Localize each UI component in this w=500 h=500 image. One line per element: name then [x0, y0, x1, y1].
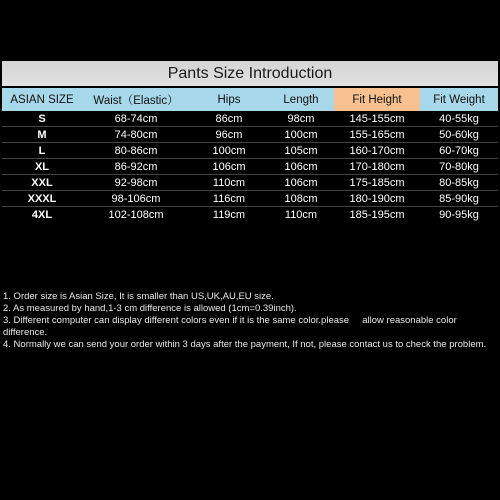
table-cell: 100cm	[284, 128, 318, 141]
size-label: XL	[34, 160, 50, 173]
table-body	[2, 111, 498, 222]
table-cell: 110cm	[284, 208, 318, 221]
table-cell: 86cm	[215, 112, 243, 125]
note-item: 1. Order size is Asian Size, It is smaller than US,UK,AU,EU size.	[3, 291, 274, 302]
column-header: Fit Weight	[420, 88, 498, 111]
size-label: 4XL	[31, 208, 53, 221]
chart-title: Pants Size Introduction	[2, 61, 498, 86]
note-item: 2. As measured by hand,1-3 cm difference is allowed (1cm=0.39inch).	[3, 303, 297, 314]
table-cell: 102-108cm	[108, 208, 164, 221]
table-cell: 74-80cm	[114, 128, 158, 141]
size-label: XXL	[31, 176, 53, 189]
table-header-row	[2, 88, 498, 111]
table-row	[2, 207, 498, 223]
table-cell: 106cm	[284, 160, 318, 173]
table-row	[2, 191, 498, 207]
table-row	[2, 143, 498, 159]
size-chart	[0, 61, 500, 222]
table-cell: 175-185cm	[349, 176, 405, 189]
table-cell: 106cm	[212, 160, 246, 173]
table-cell: 86-92cm	[114, 160, 158, 173]
size-label: M	[37, 128, 47, 141]
table-cell: 185-195cm	[349, 208, 405, 221]
table-cell: 96cm	[215, 128, 243, 141]
size-table	[2, 88, 498, 222]
table-cell: 60-70kg	[439, 144, 479, 157]
table-cell: 180-190cm	[349, 192, 405, 205]
table-row	[2, 175, 498, 191]
table-cell: 98cm	[287, 112, 315, 125]
table-cell: 160-170cm	[349, 144, 405, 157]
note-item: 4. Normally we can send your order within 3 days after the payment, If not, please contact us to check the problem.	[3, 339, 487, 350]
table-cell: 80-85kg	[439, 176, 479, 189]
table-cell: 100cm	[212, 144, 246, 157]
table-cell: 98-106cm	[111, 192, 161, 205]
table-row	[2, 111, 498, 127]
note-item: 3. Different computer can display different colors even if it is the same color.please allow reasonable color difference.	[3, 315, 457, 338]
column-header: ASIAN SIZE	[2, 88, 82, 111]
table-cell: 85-90kg	[439, 192, 479, 205]
column-header: Waist（Elastic）	[82, 88, 190, 111]
table-cell: 155-165cm	[349, 128, 405, 141]
table-cell: 68-74cm	[114, 112, 158, 125]
table-cell: 145-155cm	[349, 112, 405, 125]
table-cell: 70-80kg	[439, 160, 479, 173]
column-header: Length	[268, 88, 334, 111]
size-notes	[3, 291, 495, 351]
table-cell: 119cm	[212, 208, 246, 221]
size-label: XXXL	[27, 192, 57, 205]
table-row	[2, 127, 498, 143]
table-row	[2, 159, 498, 175]
column-header: Hips	[190, 88, 268, 111]
table-cell: 92-98cm	[114, 176, 158, 189]
column-header: Fit Height	[334, 88, 420, 111]
table-cell: 90-95kg	[439, 208, 479, 221]
table-cell: 80-86cm	[114, 144, 158, 157]
table-cell: 105cm	[284, 144, 318, 157]
size-label: S	[38, 112, 46, 125]
table-cell: 40-55kg	[439, 112, 479, 125]
table-cell: 108cm	[284, 192, 318, 205]
size-label: L	[38, 144, 46, 157]
table-cell: 170-180cm	[349, 160, 405, 173]
table-cell: 116cm	[212, 192, 246, 205]
table-cell: 110cm	[212, 176, 246, 189]
table-cell: 50-60kg	[439, 128, 479, 141]
table-cell: 106cm	[284, 176, 318, 189]
